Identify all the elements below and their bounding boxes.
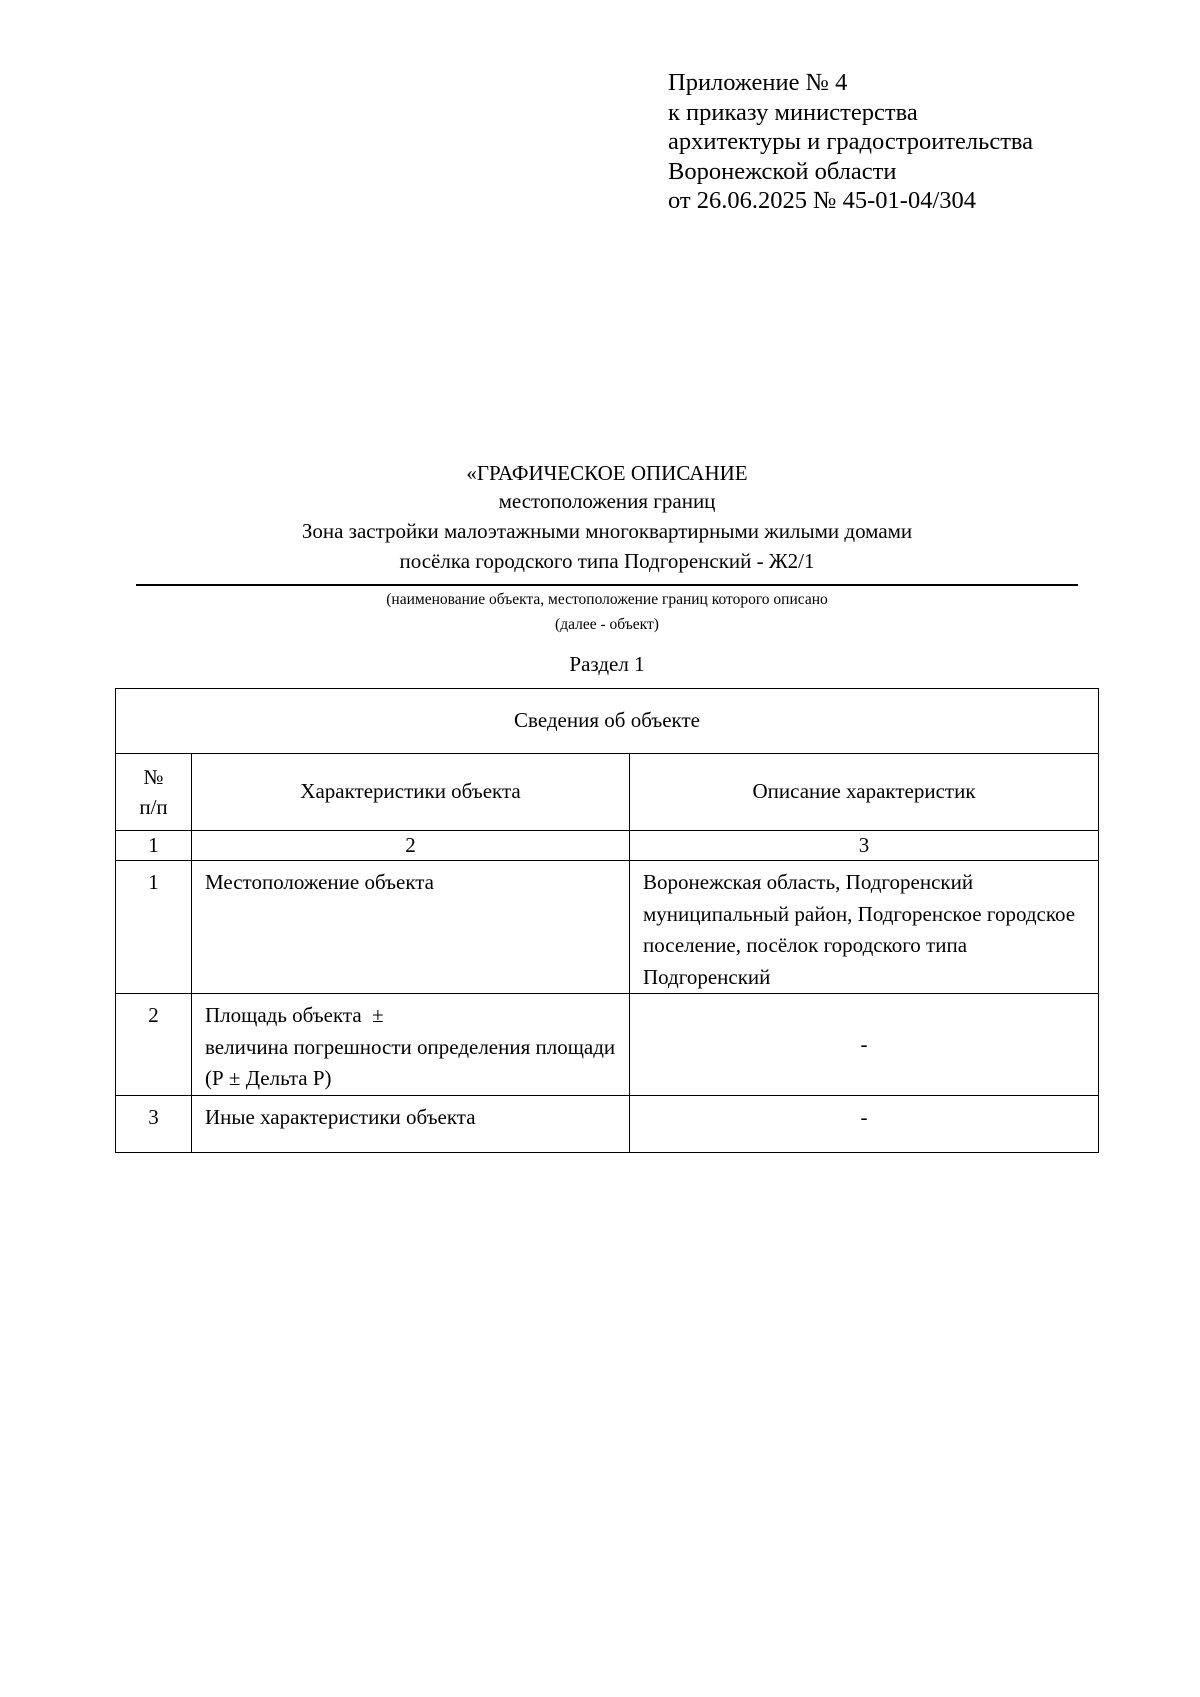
column-number: 3 (630, 831, 1099, 861)
appendix-line: от 26.06.2025 № 45-01-04/304 (668, 187, 977, 214)
row-number: 2 (116, 994, 192, 1096)
title-line-2: местоположения границ (498, 489, 716, 513)
note-line-2: (далее - объект) (555, 615, 659, 633)
row-number: 3 (116, 1095, 192, 1152)
object-name-note (136, 588, 1078, 637)
table-row (116, 994, 1099, 1096)
document-title (136, 460, 1078, 576)
row-characteristic: Местоположение объекта (192, 861, 630, 994)
row-characteristic-line-2: величина погрешности определения площади (Р ± Дельта Р) (205, 1034, 616, 1090)
column-number: 1 (116, 831, 192, 861)
appendix-line: к приказу министерства (668, 98, 918, 126)
row-number: 1 (116, 861, 192, 994)
header-description: Описание характеристик (630, 754, 1099, 831)
row-characteristic (192, 994, 630, 1096)
row-description: Воронежская область, Подгоренский муниципальный район, Подгоренское городское поселение, посёлок городского типа Подгоренский (630, 861, 1099, 994)
section-title: Раздел 1 (569, 652, 645, 676)
row-description: - (630, 994, 1099, 1096)
header-number (116, 754, 192, 831)
title-line-4: посёлка городского типа Подгоренский - Ж2/1 (399, 549, 815, 573)
header-characteristic: Характеристики объекта (192, 754, 630, 831)
row-characteristic-line-1: Площадь объекта ± (205, 1003, 384, 1027)
appendix-line: Приложение № 4 (668, 69, 848, 96)
row-description: - (630, 1095, 1099, 1152)
table-caption: Сведения об объекте (116, 689, 1099, 754)
row-characteristic: Иные характеристики объекта (192, 1095, 630, 1152)
title-underline (136, 584, 1078, 586)
note-line-1: (наименование объекта, местоположение границ которого описано (386, 591, 828, 608)
header-number-line-1: № (143, 765, 164, 789)
object-info-table (115, 688, 1099, 1153)
header-number-line-2: п/п (139, 795, 168, 819)
table-row (116, 861, 1099, 994)
table-row (116, 1095, 1099, 1152)
column-number: 2 (192, 831, 630, 861)
column-number-row (116, 831, 1099, 861)
appendix-line: Воронежской области (668, 157, 897, 185)
title-line-1: «ГРАФИЧЕСКОЕ ОПИСАНИЕ (466, 461, 748, 485)
appendix-line: архитектуры и градостроительства (668, 128, 1034, 155)
title-line-3: Зона застройки малоэтажными многоквартирными жилыми домами (301, 519, 913, 543)
appendix-header (668, 68, 1033, 216)
